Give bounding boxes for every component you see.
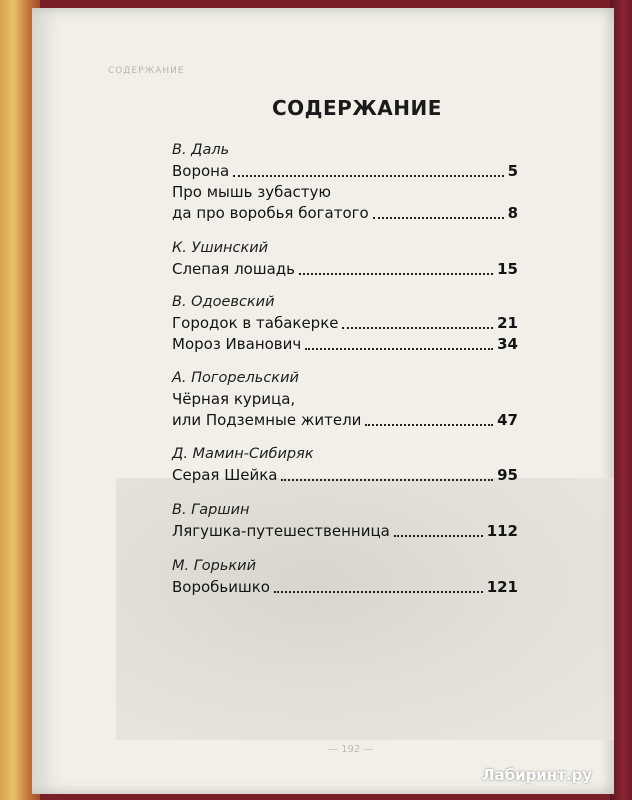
dot-leader (274, 591, 483, 593)
dot-leader (281, 479, 493, 481)
entry-page: 95 (497, 466, 518, 484)
toc-section-gorky (172, 556, 518, 598)
dot-leader (373, 217, 504, 219)
spine-faint-text (38, 98, 48, 718)
entry-page: 34 (497, 335, 518, 353)
page-number: — 192 — (328, 744, 374, 755)
entry-title-line: Про мышь зубастую (172, 183, 332, 201)
dot-leader (394, 535, 483, 537)
author-name: К. Ушинский (172, 240, 269, 256)
toc-entry[interactable] (172, 389, 518, 431)
toc-entry[interactable] (172, 182, 518, 224)
toc-entry[interactable] (172, 334, 518, 355)
watermark-logo: Лабиринт.ру (482, 766, 593, 784)
author-name: В. Даль (172, 142, 230, 158)
toc-section-mamin-sibiryak (172, 444, 518, 486)
dot-leader (233, 175, 503, 177)
entry-title: Мороз Иванович (172, 335, 302, 353)
entry-page: 15 (497, 260, 518, 278)
entry-page: 8 (507, 204, 518, 222)
entry-title: Слепая лошадь (172, 260, 295, 278)
entry-page: 112 (486, 522, 518, 540)
toc-entry[interactable] (172, 465, 518, 486)
dot-leader (299, 273, 493, 275)
entry-title-line: или Подземные жители (172, 411, 362, 429)
toc-entry[interactable] (172, 161, 518, 182)
author-name: Д. Мамин-Сибиряк (172, 446, 314, 462)
toc-entry[interactable] (172, 521, 518, 542)
author-name: М. Горький (172, 558, 257, 574)
author-name: В. Гаршин (172, 502, 250, 518)
entry-title: Лягушка-путешественница (172, 522, 390, 540)
toc-title: СОДЕРЖАНИЕ (272, 96, 442, 120)
entry-page: 47 (497, 411, 518, 429)
entry-title: Серая Шейка (172, 466, 278, 484)
entry-page: 121 (486, 578, 518, 596)
dot-leader (365, 424, 493, 426)
toc-entry[interactable] (172, 259, 518, 280)
entry-title: Ворона (172, 162, 230, 180)
dot-leader (305, 348, 493, 350)
author-name: В. Одоевский (172, 294, 275, 310)
toc-section-garshin (172, 500, 518, 542)
toc-section-dal (172, 140, 518, 224)
toc-section-pogorelsky (172, 368, 518, 431)
entry-title: Городок в табакерке (172, 314, 339, 332)
entry-title: Воробьишко (172, 578, 270, 596)
entry-page: 5 (507, 162, 518, 180)
toc-entry[interactable] (172, 577, 518, 598)
entry-title-line: Чёрная курица, (172, 390, 296, 408)
dot-leader (342, 327, 493, 329)
author-name: А. Погорельский (172, 370, 299, 386)
entry-title-line: да про воробья богатого (172, 204, 369, 222)
running-header: СОДЕРЖАНИЕ (108, 66, 185, 76)
toc-entry[interactable] (172, 313, 518, 334)
toc-section-odoevsky (172, 292, 518, 355)
toc-section-ushinsky (172, 238, 518, 280)
entry-page: 21 (497, 314, 518, 332)
